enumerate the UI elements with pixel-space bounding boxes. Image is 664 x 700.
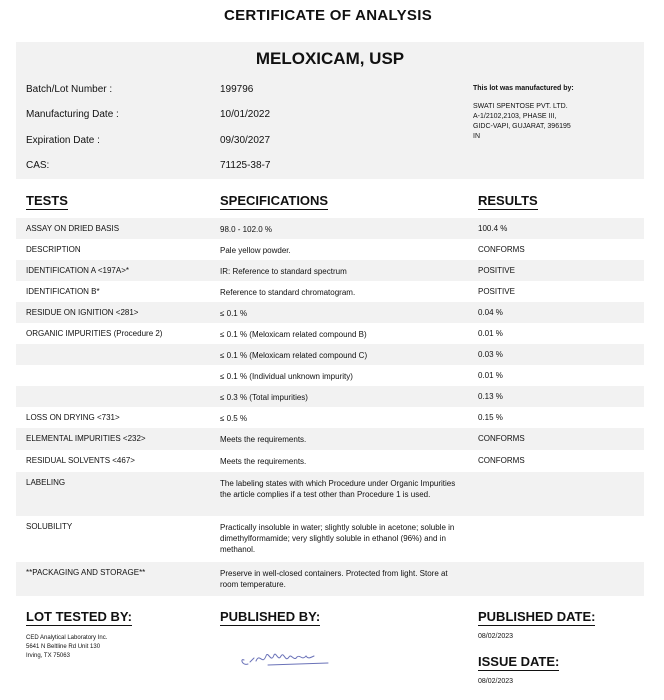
test-result: 100.4 % [478, 224, 508, 233]
test-result: 0.01 % [478, 329, 503, 338]
test-name: IDENTIFICATION A <197A>* [26, 266, 129, 275]
table-row [16, 365, 644, 386]
table-row [16, 239, 644, 260]
test-spec: Practically insoluble in water; slightly soluble in acetone; soluble in dimethylformamide; very slightly soluble in ethanol (96%) and in methanol. [220, 523, 455, 554]
test-name: RESIDUE ON IGNITION <281> [26, 308, 139, 317]
exp-date-value: 09/30/2027 [220, 135, 271, 146]
exp-date-label: Expiration Date : [26, 135, 100, 146]
test-name: DESCRIPTION [26, 245, 81, 254]
test-result: 0.13 % [478, 392, 503, 401]
test-spec: Meets the requirements. [220, 457, 307, 466]
test-spec: ≤ 0.1 % [220, 309, 248, 318]
test-name: LOSS ON DRYING <731> [26, 413, 120, 422]
lot-tested-by-heading: LOT TESTED BY: [26, 609, 132, 624]
batch-label: Batch/Lot Number : [26, 84, 113, 95]
issue-date-value: 08/02/2023 [478, 678, 514, 685]
table-row [16, 516, 644, 562]
table-row [16, 562, 644, 596]
test-result: CONFORMS [478, 434, 525, 443]
manufacturer-line: GIDC-VAPI, GUJARAT, 396195 [473, 123, 571, 130]
issue-date-heading: ISSUE DATE: [478, 654, 560, 669]
table-row [16, 450, 644, 472]
cas-label: CAS: [26, 160, 50, 171]
test-name: ORGANIC IMPURITIES (Procedure 2) [26, 329, 163, 338]
table-row [16, 472, 644, 516]
test-spec: ≤ 0.3 % (Total impurities) [220, 393, 308, 402]
test-spec: Pale yellow powder. [220, 246, 291, 255]
lab-line: 5641 N Beltline Rd Unit 130 [26, 644, 101, 650]
header-panel [16, 42, 644, 179]
table-row [16, 302, 644, 323]
test-result: POSITIVE [478, 266, 515, 275]
lab-line: CED Analytical Laboratory Inc. [26, 635, 108, 641]
table-row [16, 407, 644, 428]
published-date-value: 08/02/2023 [478, 633, 514, 640]
test-spec: IR: Reference to standard spectrum [220, 267, 347, 276]
test-result: 0.15 % [478, 413, 503, 422]
test-spec: ≤ 0.1 % (Meloxicam related compound B) [220, 330, 367, 339]
test-name: IDENTIFICATION B* [26, 287, 100, 296]
signature-image [238, 646, 338, 670]
test-result: CONFORMS [478, 245, 525, 254]
test-result: 0.03 % [478, 350, 503, 359]
published-by-heading: PUBLISHED BY: [220, 609, 321, 624]
table-row [16, 260, 644, 281]
test-spec: 98.0 - 102.0 % [220, 225, 273, 234]
test-spec: ≤ 0.5 % [220, 414, 248, 423]
manufacturer-line: A-1/2102,2103, PHASE III, [473, 113, 557, 120]
test-spec: Reference to standard chromatogram. [220, 288, 356, 297]
manufacturer-block [473, 84, 633, 142]
test-spec: The labeling states with which Procedure under Organic Impurities the article complies if a test other than Procedure 1 is used. [220, 479, 456, 499]
test-name: ASSAY ON DRIED BASIS [26, 224, 120, 233]
test-result: CONFORMS [478, 456, 525, 465]
test-name: SOLUBILITY [26, 522, 73, 531]
document-title: CERTIFICATE OF ANALYSIS [223, 7, 433, 24]
lab-address [26, 634, 107, 661]
manufacturer-title: This lot was manufactured by: [473, 85, 574, 92]
table-row [16, 323, 644, 344]
signature-stroke [242, 654, 328, 665]
table-row [16, 428, 644, 450]
mfg-date-value: 10/01/2022 [220, 109, 271, 120]
table-row [16, 386, 644, 407]
results-header: RESULTS [478, 193, 538, 208]
lab-line: Irving, TX 75063 [26, 653, 70, 659]
test-result: 0.04 % [478, 308, 503, 317]
test-name: RESIDUAL SOLVENTS <467> [26, 456, 135, 465]
table-row [16, 281, 644, 302]
test-spec: Meets the requirements. [220, 435, 307, 444]
mfg-date-label: Manufacturing Date : [26, 109, 119, 120]
batch-value: 199796 [220, 84, 254, 95]
test-result: POSITIVE [478, 287, 515, 296]
test-spec: ≤ 0.1 % (Meloxicam related compound C) [220, 351, 368, 360]
published-date-heading: PUBLISHED DATE: [478, 609, 596, 624]
test-name: ELEMENTAL IMPURITIES <232> [26, 434, 146, 443]
product-name: MELOXICAM, USP [255, 49, 405, 68]
test-result: 0.01 % [478, 371, 503, 380]
specifications-header: SPECIFICATIONS [220, 193, 329, 208]
manufacturer-line: SWATI SPENTOSE PVT. LTD. [473, 103, 568, 110]
test-spec: ≤ 0.1 % (Individual unknown impurity) [220, 372, 353, 381]
test-spec: Preserve in well-closed containers. Protected from light. Store at room temperature. [220, 569, 448, 589]
test-name: **PACKAGING AND STORAGE** [26, 568, 146, 577]
cas-value: 71125-38-7 [220, 160, 271, 171]
table-row [16, 218, 644, 239]
table-row [16, 344, 644, 365]
test-name: LABELING [26, 478, 66, 487]
manufacturer-line: IN [473, 133, 480, 140]
tests-header: TESTS [26, 193, 68, 208]
